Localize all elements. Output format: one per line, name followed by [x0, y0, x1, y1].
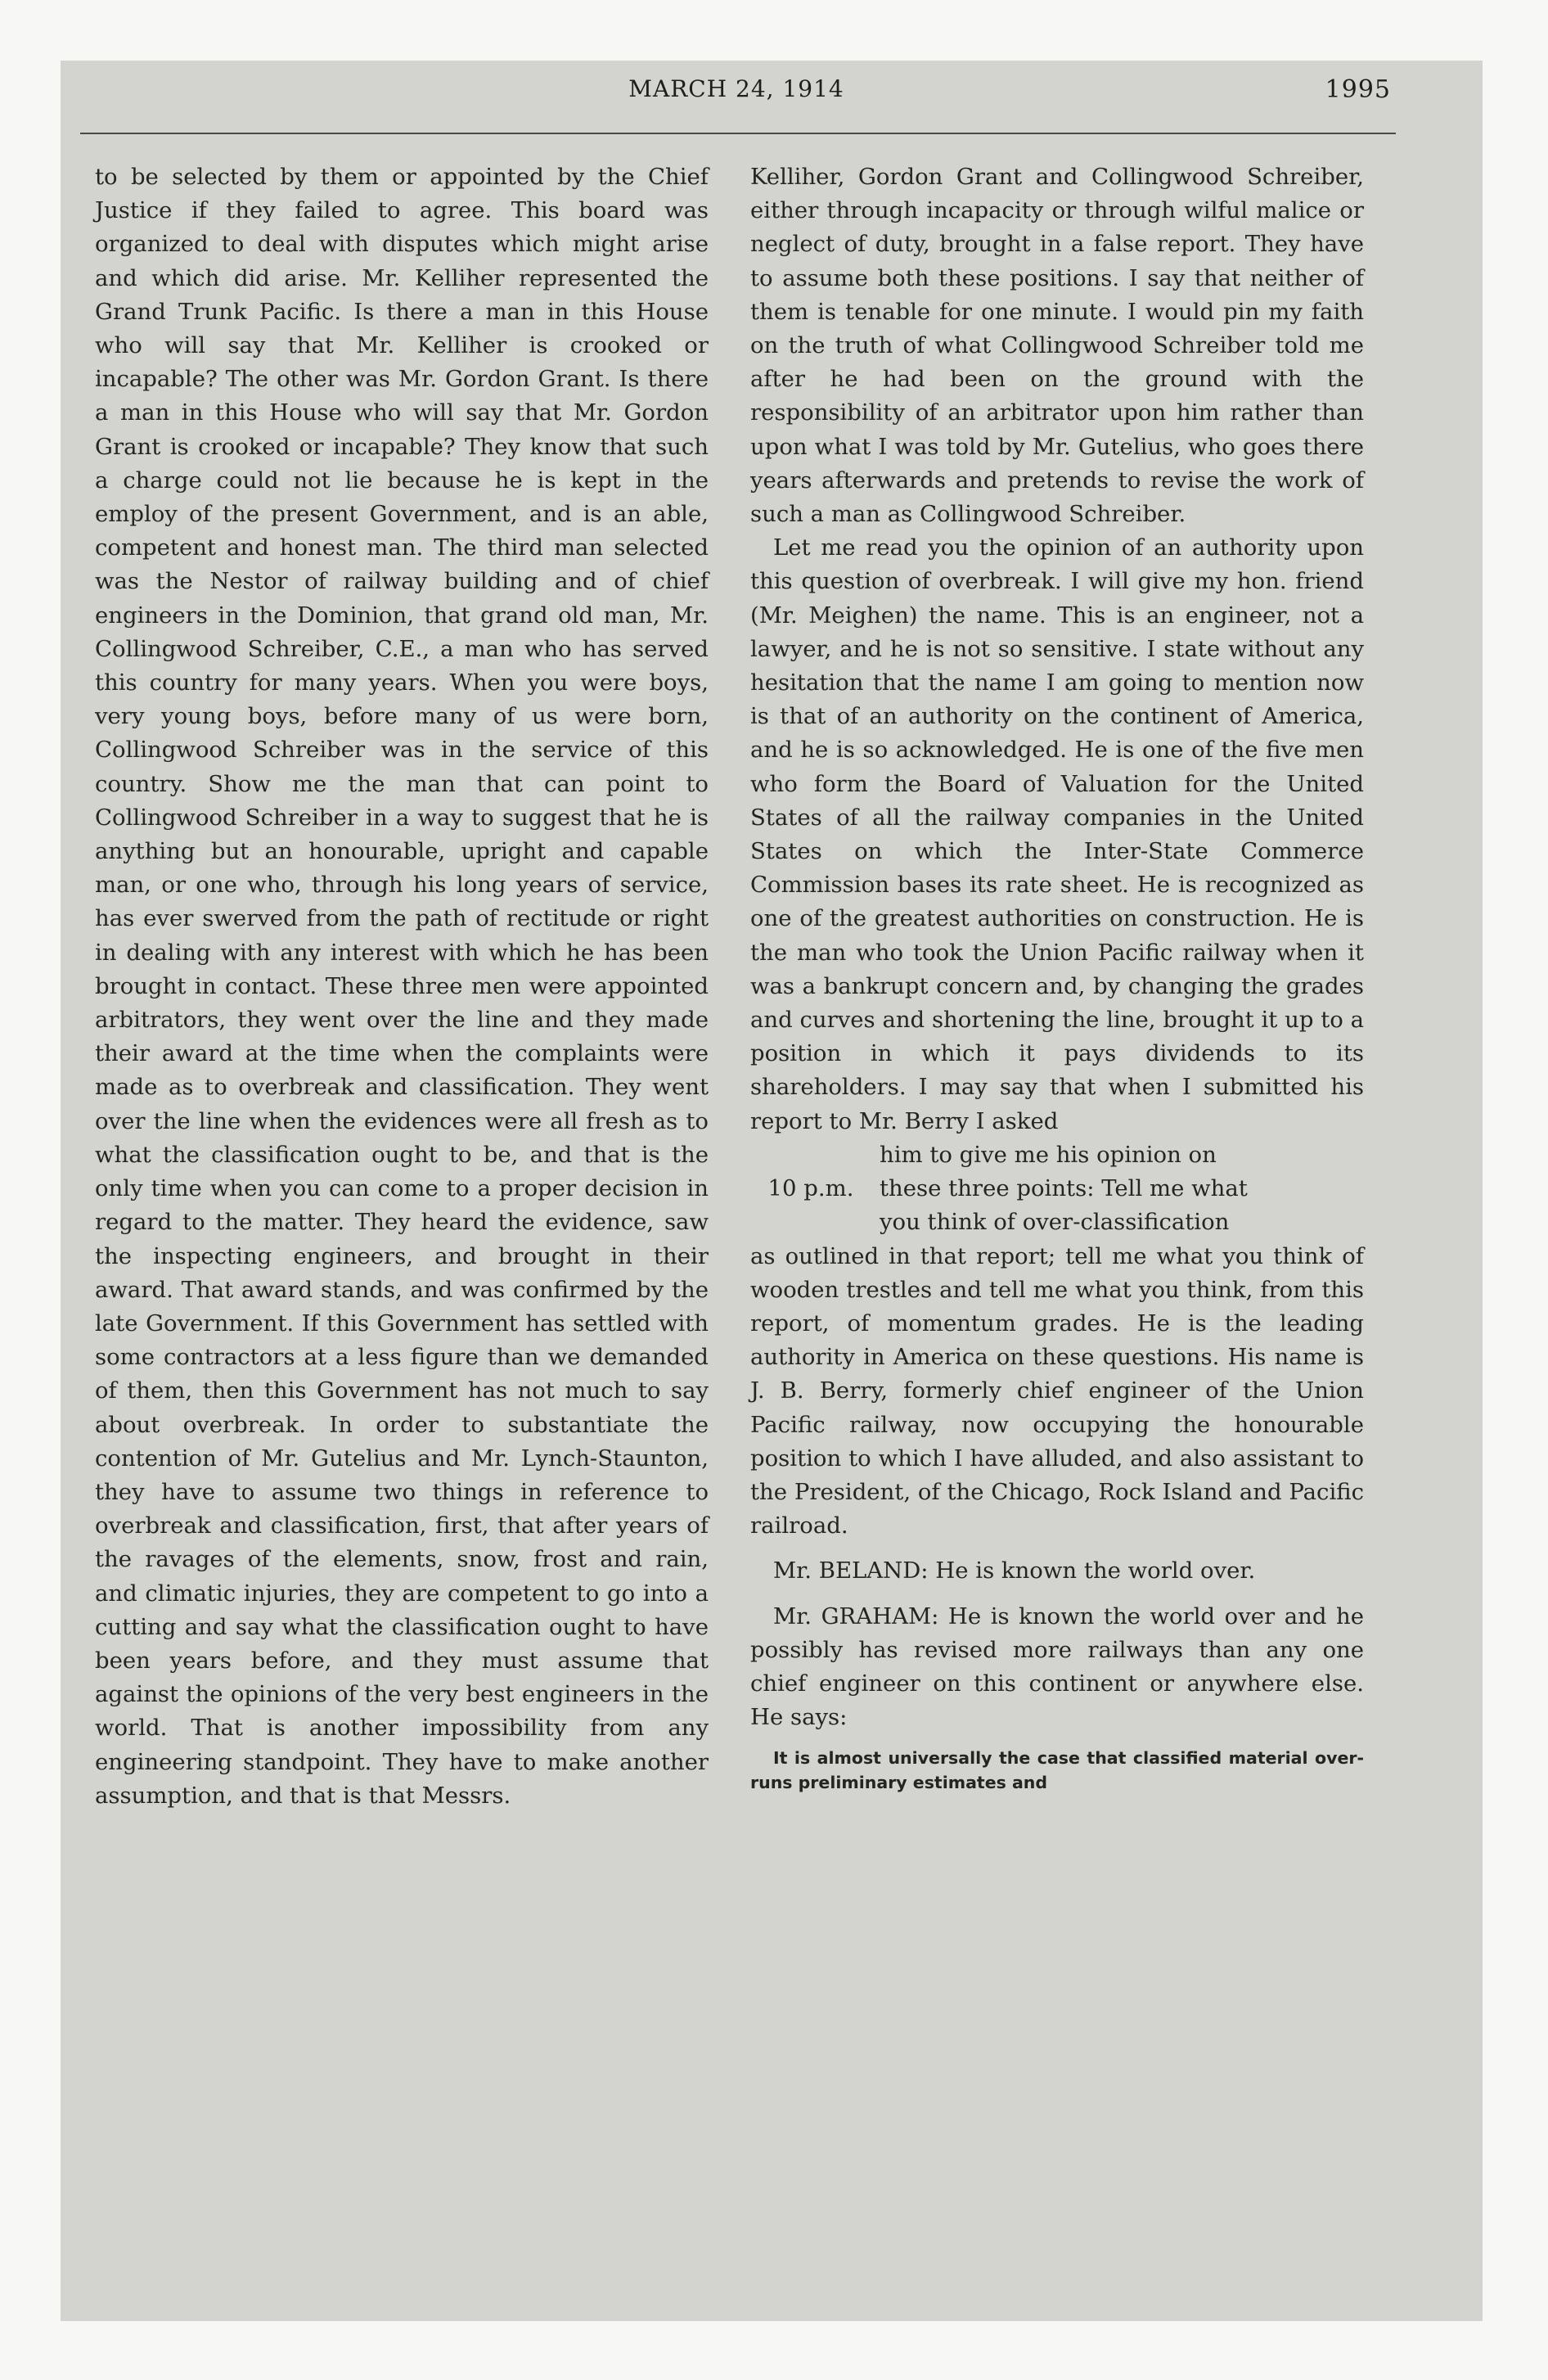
right-paragraph-beland: Mr. BELAND: He is known the world over.	[773, 1557, 1256, 1584]
margin-time: 10 p.m.	[767, 1175, 854, 1202]
block-quote: It is almost universally the case that classified material over-runs preliminary estimates and	[750, 1748, 1364, 1793]
margin-row-3	[750, 1206, 1364, 1239]
margin-line-3: you think of over-classification	[880, 1209, 1230, 1236]
header-date: MARCH 24, 1914	[628, 75, 844, 102]
margin-line-2: these three points: Tell me what	[880, 1175, 1248, 1202]
left-paragraph-1: to be selected by them or appointed by the Chief Justice if they failed to agree. This board was organized to deal with disputes which might arise and which did arise. Mr. Kelliher represented the Grand Trunk Pacific. Is there a man in this House who will say that Mr. Kelliher is crooked or incapable? The other was Mr. Gordon Grant. Is there a man in this House who will say that Mr. Gordon Grant is crooked or incapable? They know that such a charge could not lie because he is kept in the employ of the present Government, and is an able, competent and honest man. The third man selected was the Nestor of railway building and of chief engineers in the Dominion, that grand old man, Mr. Collingwood Schreiber, C.E., a man who has served this country for many years. When you were boys, very young boys, before many of us were born, Collingwood Schreiber was in the service of this country. Show me the man that can point to Collingwood Schreiber in a way to suggest that he is anything but an honourable, upright and capable man, or one who, through his long years of service, has ever swerved from the path of rectitude or right in dealing with any interest with which he has been brought in contact. These three men were appointed arbitrators, they went over the line and they made their award at the time when the complaints were made as to overbreak and classification. They went over the line when the evidences were all fresh as to what the classification ought to be, and that is the only time when you can come to a proper decision in regard to the matter. They heard the evidence, saw the inspecting engineers, and brought in their award. That award stands, and was confirmed by the late Government. If this Government has settled with some contractors at a less figure than we demanded of them, then this Government has not much to say about overbreak. In order to substantiate the contention of Mr. Gutelius and Mr. Lynch-Staunton, they have to assume two things in reference to overbreak and classification, first, that after years of the ravages of the elements, snow, frost and rain, and climatic injuries, they are competent to go into a cutting and say what the classification ought to have been years before, and they must assume that against the opinions of the very best engineers in the world. That is another impossibility from any engineering standpoint. They have to make another assumption, and that is that Messrs.	[95, 164, 709, 1809]
right-column	[750, 160, 1364, 1795]
right-paragraph-1: Kelliher, Gordon Grant and Collingwood Schreiber, either through incapacity or through wilful malice or neglect of duty, brought in a false report. They have to assume both these positions. I say that neither of them is tenable for one minute. I would pin my faith on the truth of what Collingwood Schreiber told me after he had been on the ground with the responsibility of an arbitrator upon him rather than upon what I was told by Mr. Gutelius, who goes there years afterwards and pretends to revise the work of such a man as Collingwood Schreiber.	[750, 164, 1364, 528]
margin-row-2	[750, 1172, 1364, 1206]
page-header	[82, 75, 1391, 124]
margin-row-1	[750, 1138, 1364, 1172]
page-number: 1995	[1325, 75, 1391, 104]
right-paragraph-2-continued: as outlined in that report; tell me what you think of wooden trestles and tell me what you think, from this report, of momentum grades. He is the leading authority in America on these questions. His name is J. B. Berry, formerly chief engineer of the Union Pacific railway, now occupying the honourable position to which I have alluded, and also assistant to the President, of the Chicago, Rock Island and Pacific railroad.	[750, 1242, 1364, 1539]
margin-line-1: him to give me his opinion on	[880, 1141, 1217, 1168]
left-column	[95, 160, 709, 1813]
right-paragraph-2: Let me read you the opinion of an authority upon this question of overbreak. I will give my hon. friend (Mr. Meighen) the name. This is an engineer, not a lawyer, and he is not so sensitive. I state without any hesitation that the name I am going to mention now is that of an authority on the continent of America, and he is so acknowledged. He is one of the five men who form the Board of Valuation for the United States of all the railway companies in the United States on which the Inter-State Commerce Commission bases its rate sheet. He is recognized as one of the greatest authorities on construction. He is the man who took the Union Pacific railway when it was a bankrupt concern and, by changing the grades and curves and shortening the line, brought it up to a position in which it pays dividends to its shareholders. I may say that when I submitted his report to Mr. Berry I asked	[750, 534, 1364, 1134]
right-paragraph-graham: Mr. GRAHAM: He is known the world over and he possibly has revised more railways than any one chief engineer on this continent or anywhere else. He says:	[750, 1602, 1364, 1731]
header-rule	[80, 133, 1396, 134]
